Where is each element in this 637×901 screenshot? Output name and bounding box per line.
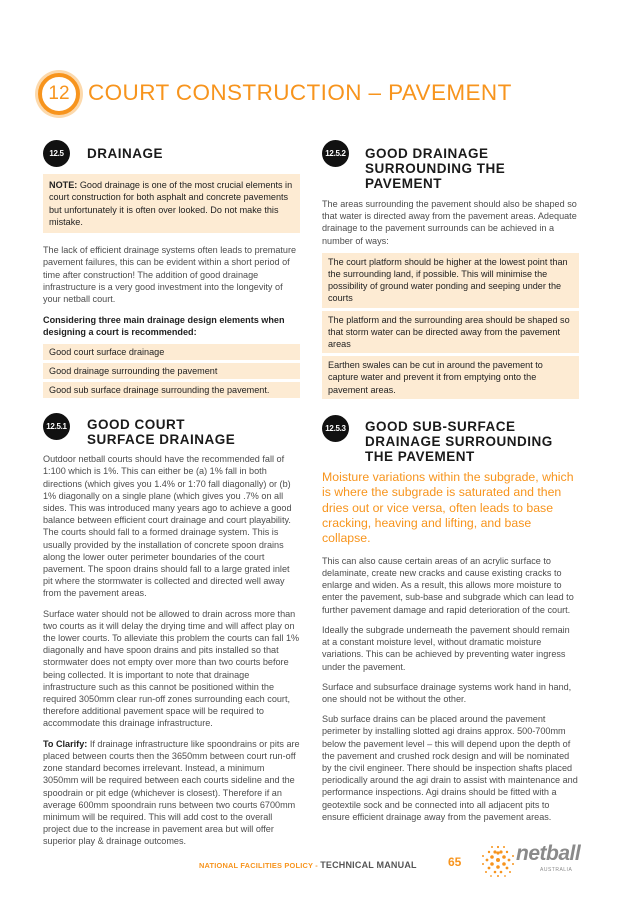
netball-logo	[478, 840, 594, 880]
section-heading-sub-surface	[322, 415, 579, 464]
paragraph: The areas surrounding the pavement should also be shaped so that water is directed away from the pavement areas. Adequate drainage to the pavement surrounds can be achieved in a number of ways:	[322, 199, 577, 246]
note-text: Good drainage is one of the most crucial elements in court construction for both asphalt and concrete pavements but unfortunately it is often over looked. Do not make this mistake.	[49, 180, 293, 227]
section-title-line: GOOD DRAINAGE	[365, 146, 489, 161]
paragraph: Surface water should not be allowed to drain across more than two courts as it will delay the drying time and will affect play on the lower courts. To alleviate this problem the courts can fall 1% diagonally and have spoon drains and pits installed so that stormwater does not empty over more than two courts before being collected. It is important to note that drainage infrastructure such as this cannot be positioned within the required 3050mm clear run-off zones surrounding each court, therefore additional pavement space will be required to accommodate this drainage infrastructure.	[43, 608, 300, 729]
section-title-line: SURFACE DRAINAGE	[87, 432, 236, 448]
clarify-text: If drainage infrastructure like spoondrains or pits are placed between courts then the 3650mm between court run-off zone standard becomes irrelevant. Instead, a minimum 3050mm will be required between each courts sideline and the spoodrain or pit edge (whichever is closest). Therefore if an average 600mm spoondrain runs between two courts 6700mm minimum will be required. This will add cost to the overall project due to the increase in pavement area but will offer superior play & drainage outcomes.	[43, 738, 300, 847]
section-title-line: SURROUNDING THE PAVEMENT	[365, 161, 506, 191]
chapter-number: 12	[48, 83, 70, 104]
list-item: The court platform should be higher at the lowest point than the surrounding land, if possible. This will minimise the possibility of ground water ponding and seeping under the courts	[322, 253, 579, 308]
right-column	[322, 140, 579, 823]
paragraph: Sub surface drains can be placed around the pavement perimeter by installing slotted agi drains approx. 500-700mm below the pavement level – this will depend upon the depth of the pavement and crushed rock design and will be nominated by the civil engineer. There should be inspection shafts placed periodically around the agi drain to assist with maintenance and performance inspections. Agi drains should be fitted with a geotextile sock and be connected into all adjacent pits to ensure efficient drainage away from the pavement areas.	[322, 714, 578, 822]
list-item: Good sub surface drainage surrounding the pavement.	[43, 382, 300, 398]
list-item: The platform and the surrounding area should be shaped so that storm water can be directed away from the pavement areas	[322, 311, 579, 354]
section-badge: 12.5	[43, 140, 70, 167]
page-number: 65	[448, 855, 462, 869]
clarify-label: To Clarify:	[43, 738, 88, 749]
section-title	[365, 415, 553, 464]
section-title-line: DRAINAGE SURROUNDING	[365, 433, 553, 449]
section-title	[87, 413, 235, 447]
section-title-line: GOOD COURT	[87, 417, 185, 433]
footer-title	[199, 860, 417, 870]
logo-subtext: AUSTRALIA	[540, 867, 573, 873]
paragraph: Ideally the subgrade underneath the pavement should remain at a constant moisture level, without dramatic moisture variations. This can be achieved by preventing water ingress under the pavement.	[322, 624, 570, 672]
section-heading-surrounding	[322, 140, 579, 191]
page-title: COURT CONSTRUCTION – PAVEMENT	[88, 80, 512, 105]
paragraph	[43, 738, 300, 848]
section-title-line: GOOD SUB-SURFACE	[365, 418, 516, 434]
footer-policy: NATIONAL FACILITIES POLICY -	[199, 861, 321, 870]
highlight-quote: Moisture variations within the subgrade, which is where the subgrade is saturated and then dries out or vice versa, often leads to base cracking, heaving and lifting, and base collapse.	[322, 469, 574, 546]
note-box	[43, 174, 300, 233]
netball-ball-icon	[478, 840, 518, 880]
footer-manual: TECHNICAL MANUAL	[320, 860, 417, 870]
lead-text: Considering three main drainage design elements when designing a court is recommended:	[43, 315, 285, 338]
paragraph: This can also cause certain areas of an acrylic surface to delaminate, create new cracks and cause existing cracks to enlarge and widen. As a result, this allows more moisture to enter the pavement, sub-base and subgrade which can lead to further pavement damage and rapid deterioration of the court.	[322, 555, 574, 615]
section-heading-court-surface	[43, 413, 300, 447]
list-item: Good drainage surrounding the pavement	[43, 363, 300, 379]
paragraph: Surface and subsurface drainage systems work hand in hand, one should not be without the other.	[322, 681, 572, 704]
section-heading-drainage	[43, 140, 300, 174]
list-item: Earthen swales can be cut in around the pavement to capture water and prevent it from emptying onto the pavement areas.	[322, 356, 579, 399]
left-column	[43, 140, 300, 848]
section-badge: 12.5.3	[322, 415, 349, 442]
paragraph: Outdoor netball courts should have the recommended fall of 1:100 which is 1%. This can either be (a) 1% fall in both directions (which gives you 1.4% or 1:70 fall diagonally) or (b) 1% diagonally on a single plane (which gives you .7% on all sides. This was introduced many years ago to achieve a good balance between efficient court drainage and court playability. The courts should fall to a formed drainage system. This is usually provided by the installation of concrete spoon drains along the lower outer perimeter boundaries of the court pavement. The spoon drains should fall to a large grated inlet pit where the stormwater is collected and directed well away from the pavement areas.	[43, 454, 292, 599]
section-title	[365, 140, 579, 191]
section-badge: 12.5.2	[322, 140, 349, 167]
section-title-line: THE PAVEMENT	[365, 448, 475, 464]
chapter-number-badge	[38, 73, 80, 115]
logo-wordmark: netball	[516, 842, 581, 865]
paragraph: The lack of efficient drainage systems often leads to premature pavement failures, this can be evident within a short period of time after construction! The addition of good drainage infrastructure is a very good investment into the longevity of your netball court.	[43, 245, 297, 304]
section-badge: 12.5.1	[43, 413, 70, 440]
list-item: Good court surface drainage	[43, 344, 300, 360]
note-label: NOTE:	[49, 180, 78, 190]
section-title: DRAINAGE	[87, 146, 164, 161]
